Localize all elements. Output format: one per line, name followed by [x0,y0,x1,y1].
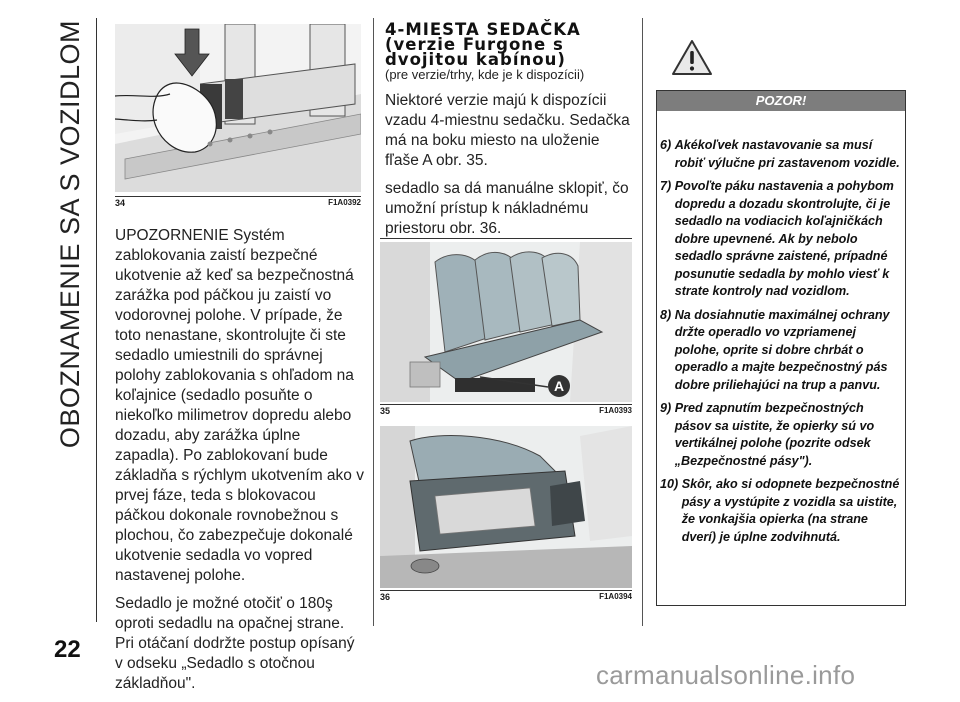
section-paragraph-1: Niektoré verzie majú k dispozícii vzadu 4-miestnu sedačku. Sedačka má na boku miesto na uloženie fľaše A obr. 35. [385,92,630,169]
folded-seat-illustration [380,426,632,588]
figure-35-top-rule [380,238,632,239]
figure-34-illustration [115,24,361,192]
section-heading-line-1: 4-MIESTA SEDAČKA [385,20,581,39]
warning-item-text: Na dosiahnutie maximálnej ochrany držte operadlo vo vzpriamenej polohe, oprite si dobre chrbát o operadlo a majte bezpečnostný pás dobre priliehajúci na trup a panvu. [674,307,890,392]
warning-item-text: Povoľte páku nastavenia a pohybom dopredu a dozadu skontrolujte, či je sedadlo na vodiacich koľajničkách dobre upevnené. Ak by nebolo sedadlo správne zaistené, prípadné posunutie sedadla by mohlo viesť k strate kontroly nad vozidlom. [674,179,894,298]
figure-36-number: 36 [380,592,391,602]
figure-35-rule [380,404,632,405]
warning-box [656,90,906,606]
figure-35-number: 35 [380,406,391,416]
section-heading-line-3: dvojitou kabínou) [385,50,566,69]
column-divider-2 [642,18,643,626]
warning-triangle-icon [670,38,714,78]
warning-heading: POZOR! [657,91,905,111]
warning-item-text: Akékoľvek nastavovanie sa musí robiť výlučne pri zastavenom vozidle. [674,138,900,170]
paragraph-lock-warning: UPOZORNENIE Systém zablokovania zaistí bezpečné ukotvenie až keď sa bezpečnostná zarážka pod páčkou ju zaistí vo vodorovnej polohe. V prípade, že toto nenastane, skontrolujte či ste sedadlo umiestnili do správnej polohy zablokovania s ohľadom na koľajnice (sedadlo posuňte o niekoľko milimetrov dopredu alebo dozadu, aby zarážka úplne zapadla). Po zablokovaní bude základňa s rýchlym ukotvením ako v prvej fáze, teda s blokovacou páčkou dokonale rovnobežnou s plochou, čo zabezpečuje dokonalé ukotvenie sedadla vo vopred nastavenej polohe. [115,227,364,584]
warning-item-number: 6) [660,138,675,152]
warning-item-number: 10) [660,477,682,491]
warning-item [660,400,900,470]
section-paragraph-2: sedadlo sa dá manuálne sklopiť, čo umožní prístup k nákladnému priestoru obr. 36. [385,180,629,237]
column-divider-1 [373,18,374,626]
seat-latch-illustration [115,24,361,192]
paragraph-rotation: Sedadlo je možné otočiť o 180ş oproti sedadlu na opačnej strane. Pri otáčaní dodržte postup opísaný v odseku „Sedadlo s otočnou základňou". [115,595,355,692]
warning-item [660,476,900,546]
chapter-title [52,20,88,620]
figure-34-rule [115,196,361,197]
page-number: 22 [54,636,81,663]
left-column-text [115,226,365,702]
callout-a-marker [548,375,570,397]
section-text [385,91,635,247]
figure-35-code: F1A0393 [599,406,632,415]
figure-35-illustration [380,242,632,402]
figure-36 [380,426,632,608]
section-heading-line-2: (verzie Furgone s [385,35,564,54]
chapter-divider [96,18,97,622]
warning-item-number: 8) [660,307,675,322]
watermark: carmanualsonline.info [596,660,856,690]
figure-36-illustration [380,426,632,588]
warning-item-number: 7) [660,179,675,193]
warning-item [660,137,900,172]
figure-36-rule [380,590,632,591]
warning-item-text: Skôr, ako si odopnete bezpečnostné pásy a vystúpite z vozidla sa uistite, že vonkajšia opierka (na strane dverí) je úplne zodvihnutá. [681,477,900,544]
figure-34 [115,24,361,210]
callout-a-label: A [553,378,565,394]
warning-item-text: Pred zapnutím bezpečnostných pásov sa uistite, že opierky sú vo vertikálnej polohe (pozrite odsek „Bezpečnostné pásy"). [674,401,875,468]
figure-35 [380,238,632,420]
warning-item [660,307,900,395]
figure-34-code: F1A0392 [328,198,361,207]
chapter-title-text: OBOZNAMENIE SA S VOZIDLOM [54,20,85,449]
warning-list [660,137,900,552]
section-subtitle: (pre verzie/trhy, kde je k dispozícii) [385,67,585,82]
warning-item [660,178,900,301]
warning-item-number: 9) [660,401,675,415]
figure-34-number: 34 [115,198,126,208]
section-heading [385,22,625,67]
figure-36-code: F1A0394 [599,592,632,601]
bench-seat-illustration [380,242,632,402]
